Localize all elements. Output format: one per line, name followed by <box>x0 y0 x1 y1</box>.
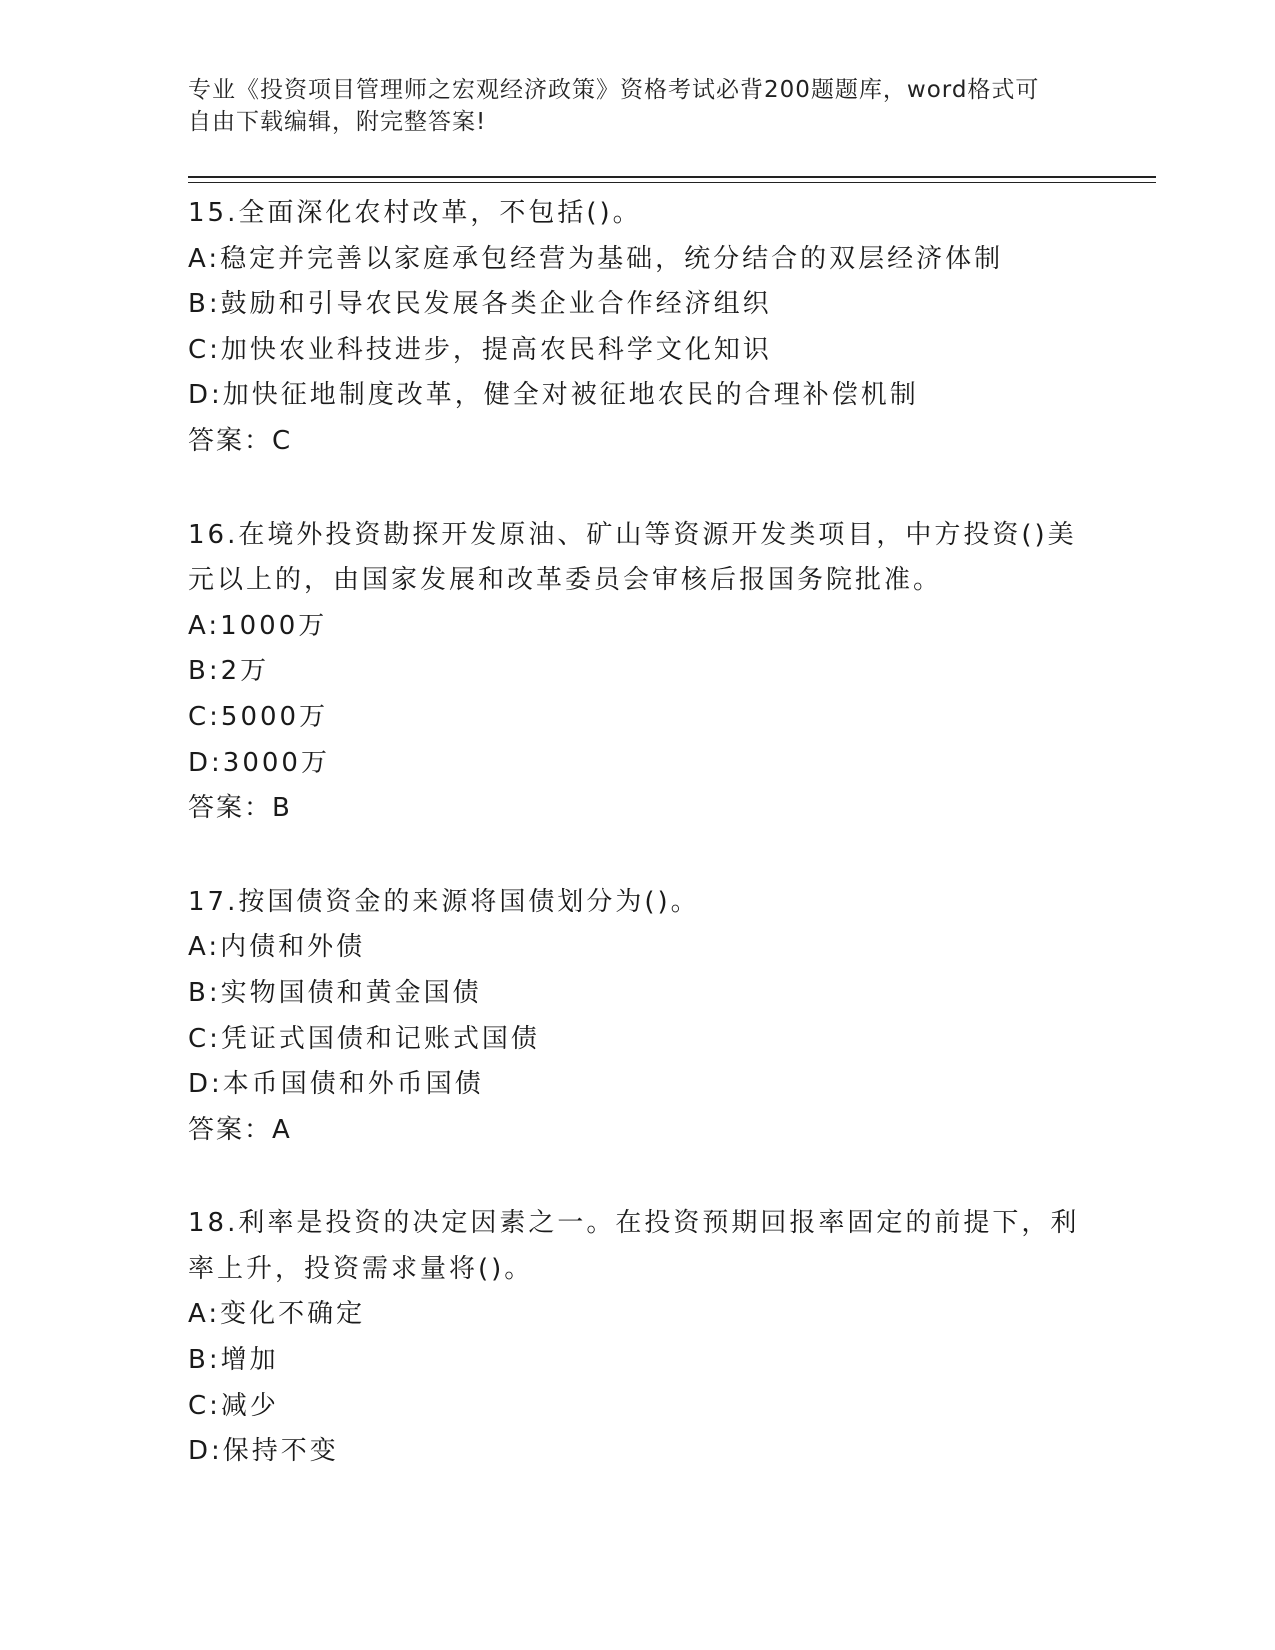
question-list <box>188 191 1088 1523</box>
header-line-2: 自由下载编辑，附完整答案! <box>188 109 487 135</box>
option-a: A:稳定并完善以家庭承包经营为基础，统分结合的双层经济体制 <box>188 243 1004 274</box>
question-15 <box>188 191 1088 465</box>
option-b: B:鼓励和引导农民发展各类企业合作经济组织 <box>188 289 772 320</box>
question-16 <box>188 513 1088 832</box>
question-stem-line: 元以上的，由国家发展和改革委员会审核后报国务院批准。 <box>188 565 943 596</box>
question-stem <box>188 880 1088 926</box>
option-a: A:内债和外债 <box>188 932 366 963</box>
question-stem-line: 17.按国债资金的来源将国债划分为()。 <box>188 886 700 917</box>
option-d: D:保持不变 <box>188 1436 339 1467</box>
option-c: C:减少 <box>188 1390 279 1421</box>
document-header <box>188 74 1068 138</box>
option-b: B:实物国债和黄金国债 <box>188 977 482 1008</box>
option-c: C:加快农业科技进步，提高农民科学文化知识 <box>188 334 772 365</box>
option-c: C:凭证式国债和记账式国债 <box>188 1023 540 1054</box>
question-stem-line: 18.利率是投资的决定因素之一。在投资预期回报率固定的前提下，利 <box>188 1208 1080 1239</box>
question-stem <box>188 513 1088 604</box>
question-stem-line: 15.全面深化农村改革，不包括()。 <box>188 198 642 228</box>
option-a: A:变化不确定 <box>188 1299 366 1330</box>
option-a: A:1000万 <box>188 610 328 641</box>
question-stem <box>188 191 1088 237</box>
option-d: D:3000万 <box>188 747 330 778</box>
option-d: D:加快征地制度改革，健全对被征地农民的合理补偿机制 <box>188 380 919 411</box>
header-divider-thick <box>188 176 1156 178</box>
header-line-1: 专业《投资项目管理师之宏观经济政策》资格考试必背200题题库，word格式可 <box>188 77 1040 103</box>
option-b: B:增加 <box>188 1345 279 1376</box>
question-stem-line: 16.在境外投资勘探开发原油、矿山等资源开发类项目，中方投资()美 <box>188 519 1077 550</box>
question-stem-line: 率上升，投资需求量将()。 <box>188 1253 534 1284</box>
question-stem <box>188 1201 1088 1292</box>
option-c: C:5000万 <box>188 701 329 732</box>
header-divider-thin <box>188 182 1156 183</box>
question-17 <box>188 880 1088 1154</box>
answer: 答案：B <box>188 793 292 824</box>
option-b: B:2万 <box>188 656 270 687</box>
answer: 答案：A <box>188 1114 292 1145</box>
question-18 <box>188 1201 1088 1475</box>
option-d: D:本币国债和外币国债 <box>188 1069 484 1100</box>
answer: 答案：C <box>188 425 293 456</box>
